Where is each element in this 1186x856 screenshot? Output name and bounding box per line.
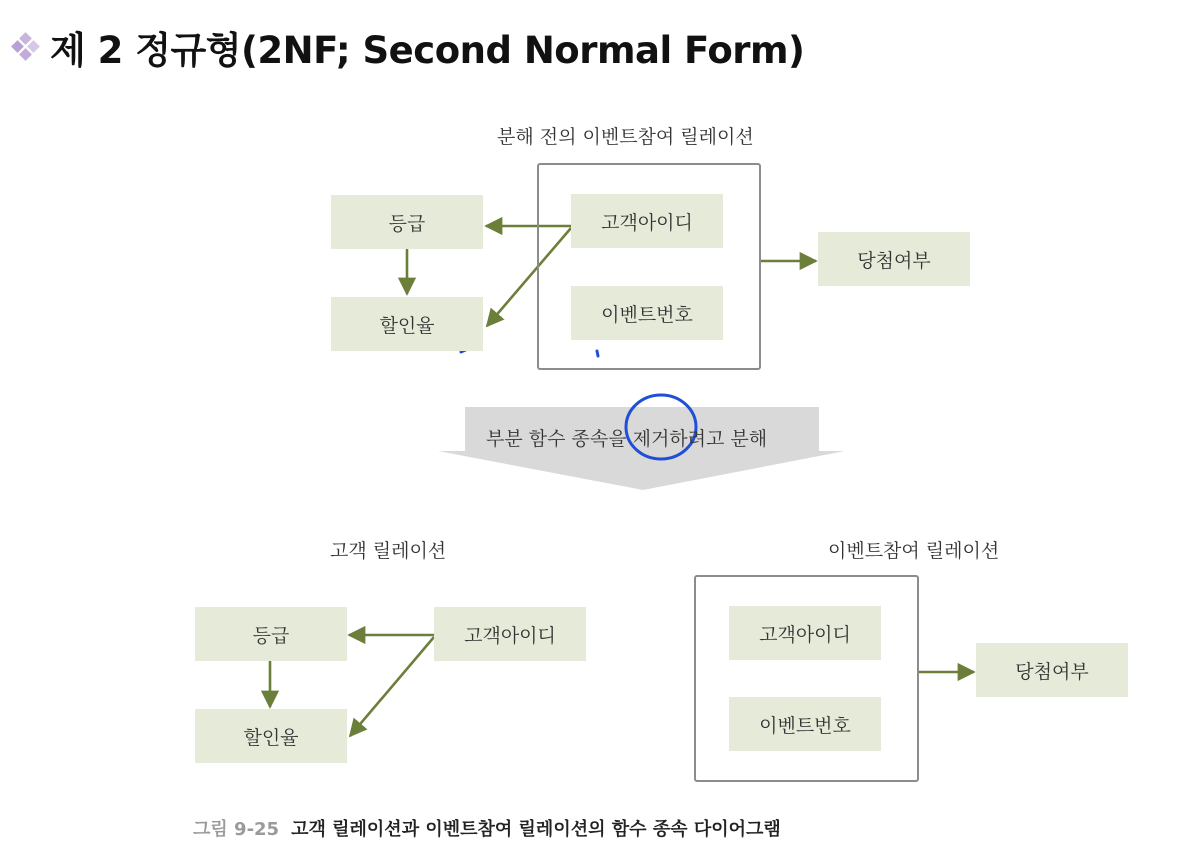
top-node-grade: 등급 — [331, 195, 483, 249]
top-node-customer-id: 고객아이디 — [571, 194, 723, 248]
decomposition-label: 부분 함수 종속을 제거하려고 분해 — [486, 428, 768, 450]
bl-node-grade: 등급 — [195, 607, 347, 661]
bottom-left-caption: 고객 릴레이션 — [330, 540, 447, 562]
br-node-customer-id: 고객아이디 — [729, 606, 881, 660]
slide-title: 제 2 정규형(2NF; Second Normal Form) — [50, 29, 805, 72]
top-diagram-caption: 분해 전의 이벤트참여 릴레이션 — [497, 126, 754, 148]
bl-node-discount: 할인율 — [195, 709, 347, 763]
figure-caption — [193, 815, 781, 841]
br-node-win: 당첨여부 — [976, 643, 1128, 697]
bl-node-customer-id: 고객아이디 — [434, 607, 586, 661]
top-node-event-no: 이벤트번호 — [571, 286, 723, 340]
figure-number: 그림 9-25 — [193, 819, 280, 840]
br-node-event-no: 이벤트번호 — [729, 697, 881, 751]
bottom-right-caption: 이벤트참여 릴레이션 — [828, 540, 1000, 562]
top-node-discount: 할인율 — [331, 297, 483, 351]
arrow-bl-customer-to-discount — [350, 637, 434, 736]
top-node-win: 당첨여부 — [818, 232, 970, 286]
figure-caption-text: 고객 릴레이션과 이벤트참여 릴레이션의 함수 종속 다이어그램 — [291, 819, 781, 840]
